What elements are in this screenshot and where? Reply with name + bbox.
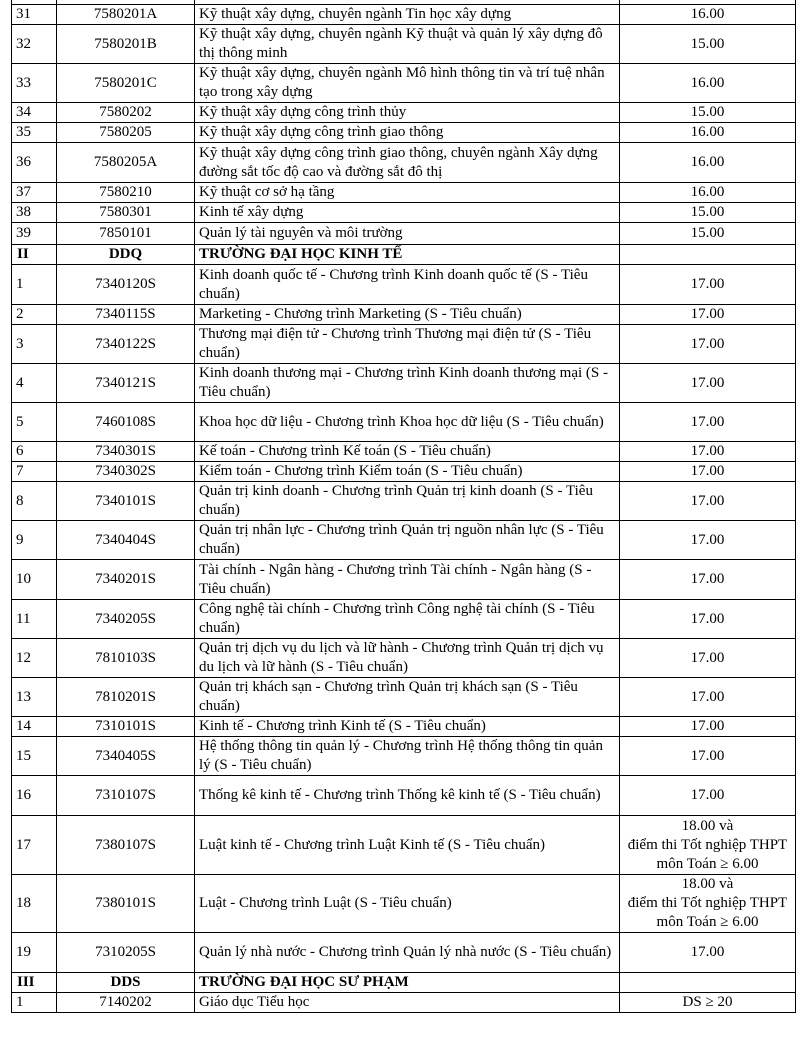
- cutoff-score-cell: 16.00: [620, 123, 796, 143]
- table-row: [12, 560, 796, 600]
- table-row: [12, 678, 796, 717]
- row-number-cell: 19: [12, 933, 57, 973]
- row-number-cell: 37: [12, 183, 57, 203]
- major-name-cell: Thống kê kinh tế - Chương trình Thống kê kinh tế (S - Tiêu chuẩn): [195, 776, 620, 816]
- row-number-cell: 10: [12, 560, 57, 600]
- table-row: [12, 203, 796, 223]
- score-line: môn Toán ≥ 6.00: [656, 914, 759, 930]
- table-row: [12, 223, 796, 245]
- cutoff-score-cell: 15.00: [620, 203, 796, 223]
- major-name-cell: Luật kinh tế - Chương trình Luật Kinh tế (S - Tiêu chuẩn): [195, 816, 620, 875]
- table-row: [12, 25, 796, 64]
- row-number-cell: 32: [12, 25, 57, 64]
- cutoff-score-cell: 15.00: [620, 223, 796, 245]
- major-code-cell: 7340302S: [57, 462, 195, 482]
- cutoff-score-cell: [620, 816, 796, 875]
- row-number-cell: 5: [12, 403, 57, 442]
- table-row: [12, 305, 796, 325]
- row-number-cell: 3: [12, 325, 57, 364]
- row-number-cell: 36: [12, 143, 57, 183]
- major-code-cell: 7580201A: [57, 5, 195, 25]
- major-code-cell: 7380107S: [57, 816, 195, 875]
- major-code-cell: 7310205S: [57, 933, 195, 973]
- cutoff-score-cell: 15.00: [620, 103, 796, 123]
- major-code-cell: DDQ: [57, 245, 195, 265]
- row-number-cell: 4: [12, 364, 57, 403]
- row-number-cell: 31: [12, 5, 57, 25]
- table-row: [12, 816, 796, 875]
- cutoff-score-cell: 17.00: [620, 403, 796, 442]
- score-line: 18.00 và: [681, 876, 734, 892]
- table-row: [12, 123, 796, 143]
- major-name-cell: Quản lý nhà nước - Chương trình Quản lý nhà nước (S - Tiêu chuẩn): [195, 933, 620, 973]
- row-number-cell: 33: [12, 64, 57, 103]
- section-row: [12, 973, 796, 993]
- major-name-cell: Kỹ thuật cơ sở hạ tầng: [195, 183, 620, 203]
- table-row: [12, 442, 796, 462]
- row-number-cell: 17: [12, 816, 57, 875]
- table-row: [12, 403, 796, 442]
- score-line: điểm thi Tốt nghiệp THPT: [627, 836, 788, 853]
- row-number-cell: 6: [12, 442, 57, 462]
- major-name-cell: Quản trị nhân lực - Chương trình Quản trị nguồn nhân lực (S - Tiêu chuẩn): [195, 521, 620, 560]
- row-number-cell: 1: [12, 993, 57, 1013]
- major-name-cell: Kinh doanh thương mại - Chương trình Kinh doanh thương mại (S - Tiêu chuẩn): [195, 364, 620, 403]
- row-number-cell: 16: [12, 776, 57, 816]
- major-code-cell: 7310101S: [57, 717, 195, 737]
- cutoff-score-cell: 16.00: [620, 143, 796, 183]
- cutoff-score-cell: 17.00: [620, 776, 796, 816]
- row-number-cell: 12: [12, 639, 57, 678]
- major-code-cell: 7810201S: [57, 678, 195, 717]
- major-code-cell: 7140202: [57, 993, 195, 1013]
- cutoff-score-cell: 17.00: [620, 717, 796, 737]
- row-number-cell: 2: [12, 305, 57, 325]
- major-code-cell: 7850101: [57, 223, 195, 245]
- cutoff-score-cell: 16.00: [620, 5, 796, 25]
- major-code-cell: 7340405S: [57, 737, 195, 776]
- major-name-cell: Hệ thống thông tin quản lý - Chương trình Hệ thống thông tin quản lý (S - Tiêu chuẩn): [195, 737, 620, 776]
- major-code-cell: 7340301S: [57, 442, 195, 462]
- major-code-cell: 7580201B: [57, 25, 195, 64]
- major-name-cell: Quản trị dịch vụ du lịch và lữ hành - Chương trình Quản trị dịch vụ du lịch và lữ hành (S - Tiêu chuẩn): [195, 639, 620, 678]
- cutoff-score-cell: [620, 245, 796, 265]
- cutoff-score-cell: 17.00: [620, 265, 796, 305]
- cutoff-score-cell: DS ≥ 20: [620, 993, 796, 1013]
- row-number-cell: 1: [12, 265, 57, 305]
- row-number-cell: 15: [12, 737, 57, 776]
- cutoff-score-cell: 17.00: [620, 521, 796, 560]
- row-number-cell: III: [12, 973, 57, 993]
- cutoff-score-cell: [620, 973, 796, 993]
- cutoff-score-cell: 16.00: [620, 183, 796, 203]
- major-code-cell: 7580210: [57, 183, 195, 203]
- table-row: [12, 600, 796, 639]
- major-code-cell: 7580205A: [57, 143, 195, 183]
- score-line: điểm thi Tốt nghiệp THPT: [627, 895, 788, 911]
- cutoff-score-cell: 17.00: [620, 462, 796, 482]
- table-row: [12, 875, 796, 933]
- major-code-cell: 7340201S: [57, 560, 195, 600]
- row-number-cell: 38: [12, 203, 57, 223]
- major-name-cell: TRƯỜNG ĐẠI HỌC KINH TẾ: [195, 245, 620, 265]
- row-number-cell: 34: [12, 103, 57, 123]
- major-name-cell: Kỹ thuật xây dựng, chuyên ngành Tin học xây dựng: [195, 5, 620, 25]
- table-row: [12, 265, 796, 305]
- major-name-cell: Kinh tế - Chương trình Kinh tế (S - Tiêu chuẩn): [195, 717, 620, 737]
- major-name-cell: Công nghệ tài chính - Chương trình Công nghệ tài chính (S - Tiêu chuẩn): [195, 600, 620, 639]
- row-number-cell: 18: [12, 875, 57, 933]
- table-row: [12, 482, 796, 521]
- major-name-cell: Kỹ thuật xây dựng công trình thủy: [195, 103, 620, 123]
- cutoff-score-cell: 17.00: [620, 305, 796, 325]
- cutoff-score-cell: 17.00: [620, 933, 796, 973]
- major-code-cell: 7580202: [57, 103, 195, 123]
- cutoff-score-cell: 17.00: [620, 482, 796, 521]
- major-name-cell: Kế toán - Chương trình Kế toán (S - Tiêu chuẩn): [195, 442, 620, 462]
- table-row: [12, 993, 796, 1013]
- major-name-cell: Quản lý tài nguyên và môi trường: [195, 223, 620, 245]
- major-name-cell: Kiểm toán - Chương trình Kiểm toán (S - Tiêu chuẩn): [195, 462, 620, 482]
- major-code-cell: 7340404S: [57, 521, 195, 560]
- major-name-cell: Tài chính - Ngân hàng - Chương trình Tài chính - Ngân hàng (S - Tiêu chuẩn): [195, 560, 620, 600]
- cutoff-score-cell: 17.00: [620, 442, 796, 462]
- cutoff-score-cell: 17.00: [620, 737, 796, 776]
- major-name-cell: Marketing - Chương trình Marketing (S - Tiêu chuẩn): [195, 305, 620, 325]
- major-name-cell: Quản trị kinh doanh - Chương trình Quản trị kinh doanh (S - Tiêu chuẩn): [195, 482, 620, 521]
- row-number-cell: 9: [12, 521, 57, 560]
- table-row: [12, 717, 796, 737]
- row-number-cell: 11: [12, 600, 57, 639]
- table-row: [12, 5, 796, 25]
- major-code-cell: 7310107S: [57, 776, 195, 816]
- major-name-cell: Kỹ thuật xây dựng, chuyên ngành Mô hình thông tin và trí tuệ nhân tạo trong xây dựng: [195, 64, 620, 103]
- major-code-cell: 7580205: [57, 123, 195, 143]
- row-number-cell: II: [12, 245, 57, 265]
- row-number-cell: 7: [12, 462, 57, 482]
- major-code-cell: 7380101S: [57, 875, 195, 933]
- cutoff-score-cell: 17.00: [620, 639, 796, 678]
- row-number-cell: 39: [12, 223, 57, 245]
- table-row: [12, 521, 796, 560]
- table-body: [12, 0, 796, 1013]
- major-code-cell: 7580201C: [57, 64, 195, 103]
- major-code-cell: 7340120S: [57, 265, 195, 305]
- row-number-cell: 8: [12, 482, 57, 521]
- table-row: [12, 737, 796, 776]
- major-code-cell: 7340205S: [57, 600, 195, 639]
- major-code-cell: 7340115S: [57, 305, 195, 325]
- major-code-cell: 7580301: [57, 203, 195, 223]
- table-row: [12, 103, 796, 123]
- major-code-cell: 7340101S: [57, 482, 195, 521]
- cutoff-score-cell: [620, 875, 796, 933]
- table-row: [12, 325, 796, 364]
- major-name-cell: Kỹ thuật xây dựng công trình giao thông, chuyên ngành Xây dựng đường sắt tốc độ cao và đường sắt đô thị: [195, 143, 620, 183]
- major-code-cell: DDS: [57, 973, 195, 993]
- table-row: [12, 776, 796, 816]
- cutoff-score-cell: 17.00: [620, 600, 796, 639]
- major-name-cell: Quản trị khách sạn - Chương trình Quản trị khách sạn (S - Tiêu chuẩn): [195, 678, 620, 717]
- cutoff-score-cell: 15.00: [620, 25, 796, 64]
- major-code-cell: 7810103S: [57, 639, 195, 678]
- major-name-cell: Khoa học dữ liệu - Chương trình Khoa học dữ liệu (S - Tiêu chuẩn): [195, 403, 620, 442]
- table-row: [12, 462, 796, 482]
- cutoff-score-cell: 17.00: [620, 364, 796, 403]
- row-number-cell: 14: [12, 717, 57, 737]
- table-row: [12, 64, 796, 103]
- score-line: 18.00 và: [681, 817, 734, 834]
- cutoff-score-cell: 16.00: [620, 64, 796, 103]
- major-name-cell: Giáo dục Tiểu học: [195, 993, 620, 1013]
- major-name-cell: TRƯỜNG ĐẠI HỌC SƯ PHẠM: [195, 973, 620, 993]
- major-name-cell: Thương mại điện tử - Chương trình Thương mại điện tử (S - Tiêu chuẩn): [195, 325, 620, 364]
- major-code-cell: 7460108S: [57, 403, 195, 442]
- section-row: [12, 245, 796, 265]
- table-row: [12, 183, 796, 203]
- major-name-cell: Kỹ thuật xây dựng công trình giao thông: [195, 123, 620, 143]
- cutoff-score-cell: 17.00: [620, 678, 796, 717]
- major-name-cell: Kinh doanh quốc tế - Chương trình Kinh doanh quốc tế (S - Tiêu chuẩn): [195, 265, 620, 305]
- table-row: [12, 933, 796, 973]
- score-line: môn Toán ≥ 6.00: [656, 855, 759, 872]
- cutoff-score-cell: 17.00: [620, 560, 796, 600]
- admissions-table-sheet: [11, 0, 795, 1013]
- row-number-cell: 13: [12, 678, 57, 717]
- table-row: [12, 143, 796, 183]
- major-code-cell: 7340122S: [57, 325, 195, 364]
- table-row: [12, 639, 796, 678]
- major-code-cell: 7340121S: [57, 364, 195, 403]
- admissions-score-table: [11, 0, 796, 1013]
- row-number-cell: 35: [12, 123, 57, 143]
- major-name-cell: Kỹ thuật xây dựng, chuyên ngành Kỹ thuật và quản lý xây dựng đô thị thông minh: [195, 25, 620, 64]
- major-name-cell: Kinh tế xây dựng: [195, 203, 620, 223]
- major-name-cell: Luật - Chương trình Luật (S - Tiêu chuẩn): [195, 875, 620, 933]
- table-row: [12, 364, 796, 403]
- cutoff-score-cell: 17.00: [620, 325, 796, 364]
